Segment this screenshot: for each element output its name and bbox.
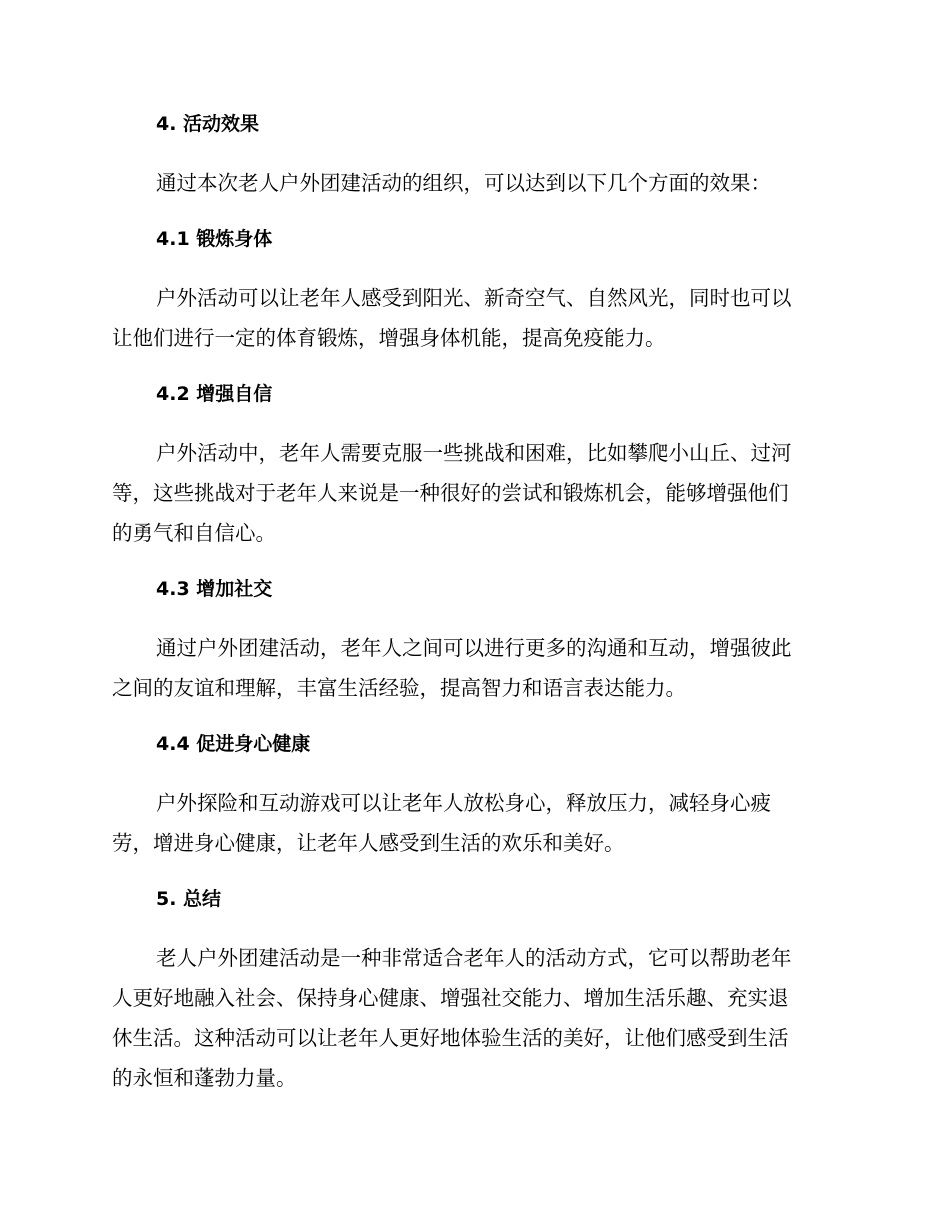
paragraph-line: 户外活动中，老年人需要克服一些挑战和困难，比如攀爬小山丘、过河 (156, 441, 792, 465)
section-heading: 4.2 增强自信 (156, 383, 273, 405)
section-paragraph (112, 433, 830, 553)
paragraph-line: 通过户外团建活动，老年人之间可以进行更多的沟通和互动，增强彼此 (156, 636, 792, 660)
section-paragraph (112, 628, 830, 708)
section-heading: 4.3 增加社交 (156, 578, 273, 600)
paragraph-line: 通过本次老人户外团建活动的组织，可以达到以下几个方面的效果： (156, 171, 771, 195)
section-heading: 4. 活动效果 (156, 113, 260, 135)
paragraph-line: 的永恒和蓬勃力量。 (112, 1066, 297, 1090)
paragraph-line: 劳，增进身心健康，让老年人感受到生活的欢乐和美好。 (112, 831, 625, 855)
section-heading: 4.4 促进身心健康 (156, 733, 311, 755)
section-paragraph (112, 938, 830, 1098)
paragraph-line: 户外活动可以让老年人感受到阳光、新奇空气、自然风光，同时也可以 (156, 286, 792, 310)
section-paragraph (112, 163, 830, 203)
paragraph-line: 人更好地融入社会、保持身心健康、增强社交能力、增加生活乐趣、充实退 (112, 986, 789, 1010)
section-paragraph (112, 278, 830, 358)
paragraph-line: 让他们进行一定的体育锻炼，增强身体机能，提高免疫能力。 (112, 326, 666, 350)
paragraph-line: 老人户外团建活动是一种非常适合老年人的活动方式，它可以帮助老年 (156, 946, 792, 970)
section-heading: 5. 总结 (156, 888, 222, 910)
section-heading: 4.1 锻炼身体 (156, 228, 273, 250)
paragraph-line: 休生活。这种活动可以让老年人更好地体验生活的美好，让他们感受到生活 (112, 1026, 789, 1050)
paragraph-line: 户外探险和互动游戏可以让老年人放松身心，释放压力，减轻身心疲 (156, 791, 771, 815)
paragraph-line: 的勇气和自信心。 (112, 521, 276, 545)
paragraph-line: 之间的友谊和理解，丰富生活经验，提高智力和语言表达能力。 (112, 676, 686, 700)
section-paragraph (112, 783, 830, 863)
paragraph-line: 等，这些挑战对于老年人来说是一种很好的尝试和锻炼机会，能够增强他们 (112, 481, 789, 505)
